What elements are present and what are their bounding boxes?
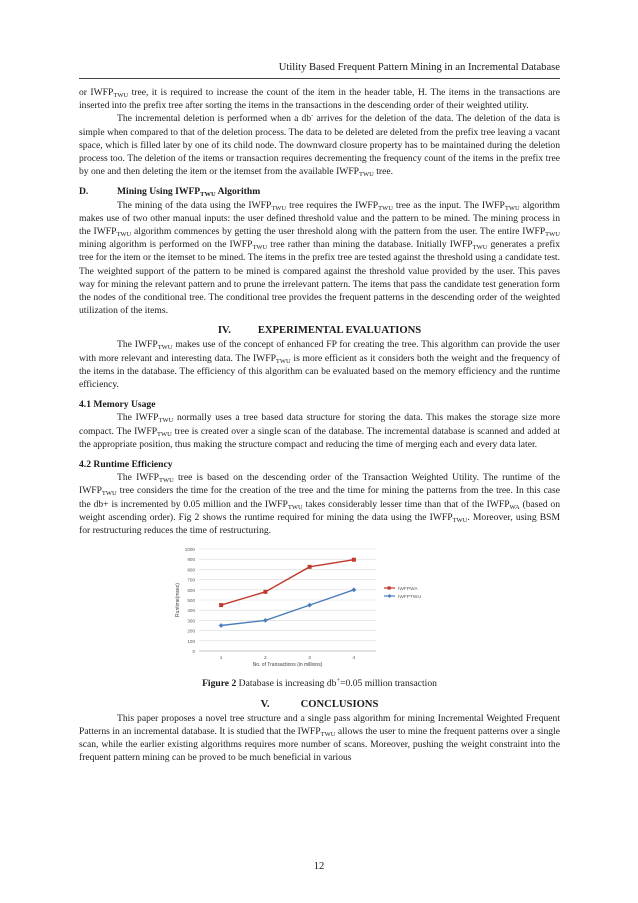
- body-text: [79, 86, 560, 764]
- y-tick-label: 1000: [184, 547, 195, 553]
- section-heading-v: V. CONCLUSIONS: [260, 698, 379, 710]
- running-header: Utility Based Frequent Pattern Mining in an Incremental Database: [278, 62, 560, 73]
- data-point: [352, 558, 356, 562]
- y-tick-label: 100: [187, 639, 195, 645]
- y-tick-label: 0: [192, 649, 195, 655]
- y-tick-label: 300: [187, 618, 195, 624]
- data-point: [308, 565, 312, 569]
- y-tick-label: 900: [187, 557, 195, 563]
- legend-label: IWFPTWU: [398, 595, 421, 601]
- y-tick-label: 700: [187, 577, 195, 583]
- paragraph: This paper proposes a novel tree structure and a single pass algorithm for mining Incremental Weighted Frequent Patterns in an incremental database. It is studied that the $IWFP_{TWU}$ allows the user to mine the frequent patterns over a single scan, while the earlier existing algorithms requires more number of scans. Moreover, pushing the weight constraint into the frequent pattern mining can be proved to be much beneficial in various: [79, 712, 560, 764]
- paragraph: The mining of the data using the $IWFP_{TWU}$ tree requires the $IWFP_{TWU}$ tree as the input. The $IWFP_{TWU}$ algorithm makes use of two other manual inputs: the user defined threshold value and the pattern to be mined. The mining process in the $IWFP_{TWU}$ algorithm commences by getting the user threshold along with the pattern from the user. The entire $IWFP_{TWU}$ mining algorithm is performed on the $IWFP_{TWU}$ tree rather than mining the database. Initially $IWFP_{TWU}$ generates a prefix tree for the item or the itemset to be mined. The items in the prefix tree are tested against the threshold using a candidate test. The weighted support of the pattern to be mined is compared against the threshold value provided by the user. This paves way for mining the relevant pattern and to prune the irrelevant pattern. The items that pass the candidate test generation form the nodes of the conditional tree. The conditional tree provides the frequent patterns in the descending order of the weighted utilization of the items.: [79, 199, 561, 317]
- y-tick-label: 500: [187, 598, 195, 604]
- y-tick-label: 800: [187, 567, 195, 573]
- subsection-heading-memory: 4.1 Memory Usage: [79, 399, 156, 411]
- figure-caption: Figure 2 Database is increasing db+=0.05 million transaction: [202, 677, 437, 690]
- y-tick-label: 600: [187, 588, 195, 594]
- x-tick-label: 3: [308, 656, 311, 662]
- paragraph: The incremental deletion is performed when a db- arrives for the deletion of the data. The deletion of the data is simple when compared to that of the deletion process. The data to be deleted are deleted from the prefix tree leaving a vacant space, which is filled later by one of its child node. The downward closure property has to be maintained during the deletion process too. The deletion of the items or transaction requires decrementing the frequency count of the items in the prefix tree by one and then deleting the item or the itemset from the available $IWFP_{TWU}$ tree.: [79, 112, 560, 179]
- x-tick-label: 2: [264, 656, 267, 662]
- paragraph: The $IWFP_{TWU}$ normally uses a tree based data structure for storing the data. This makes the storage size more compact. The $IWFP_{TWU}$ tree is created over a single scan of the database. The incremental database is scanned and added at the appropriate position, thus making the structure compact and reducing the time of merging each and every data later.: [79, 412, 560, 450]
- x-tick-label: 1: [219, 656, 223, 662]
- chart-svg: [79, 541, 560, 677]
- subsection-heading-runtime: 4.2 Runtime Efficiency: [79, 459, 173, 471]
- x-tick-label: 4: [352, 656, 356, 662]
- page-number: 12: [313, 861, 325, 872]
- legend-label: IWFPWA: [398, 587, 418, 593]
- header-rule: [79, 78, 560, 79]
- data-point: [351, 588, 356, 593]
- data-point: [263, 590, 267, 594]
- x-axis-label: No. of Transactions (in millions): [252, 662, 323, 669]
- data-point: [219, 623, 224, 628]
- legend-marker: [388, 594, 392, 598]
- paragraph: The $IWFP_{TWU}$ tree is based on the descending order of the Transaction Weighted Utility. The runtime of the $IWFP_{TWU}$ tree considers the time for the creation of the tree and the time for mining the patterns from the tree. In this case the db+ is incremented by 0.05 million and the $IWFP_{TWU}$ takes considerably lesser time than that of the $IWFP_{WA}$ (based on weight ascending order). Fig 2 shows the runtime required for mining the data using the $IWFP_{TWU}$. Moreover, using BSM for restructuring reduces the time of restructuring.: [79, 472, 560, 537]
- data-point: [219, 603, 223, 607]
- y-tick-label: 200: [187, 628, 195, 634]
- series-line-iwfpwa: [221, 560, 354, 605]
- subsection-heading-d: D. Mining Using $IWFP_{TWU}$ Algorithm: [79, 186, 261, 199]
- runtime-chart: [79, 541, 560, 677]
- paragraph: The $IWFP_{TWU}$ makes use of the concept of enhanced FP for creating the tree. This algorithm can provide the user with more relevant and interesting data. The $IWFP_{TWU}$ is more efficient as it considers both the weight and the frequency of the items in the database. The efficiency of this algorithm can be evaluated based on the memory efficiency and the runtime efficiency.: [79, 339, 561, 391]
- section-heading-iv: IV. EXPERIMENTAL EVALUATIONS: [217, 325, 422, 337]
- y-tick-label: 400: [187, 608, 195, 614]
- data-point: [263, 618, 268, 623]
- data-point: [307, 603, 312, 608]
- paragraph: or $IWFP_{TWU}$ tree, it is required to increase the count of the item in the header table, H. The items in the transactions are inserted into the prefix tree after sorting the items in the transactions in the descending order of their weighted utility.: [79, 87, 560, 112]
- legend-marker: [388, 587, 391, 590]
- y-axis-label: Runtime(msec): [175, 583, 181, 618]
